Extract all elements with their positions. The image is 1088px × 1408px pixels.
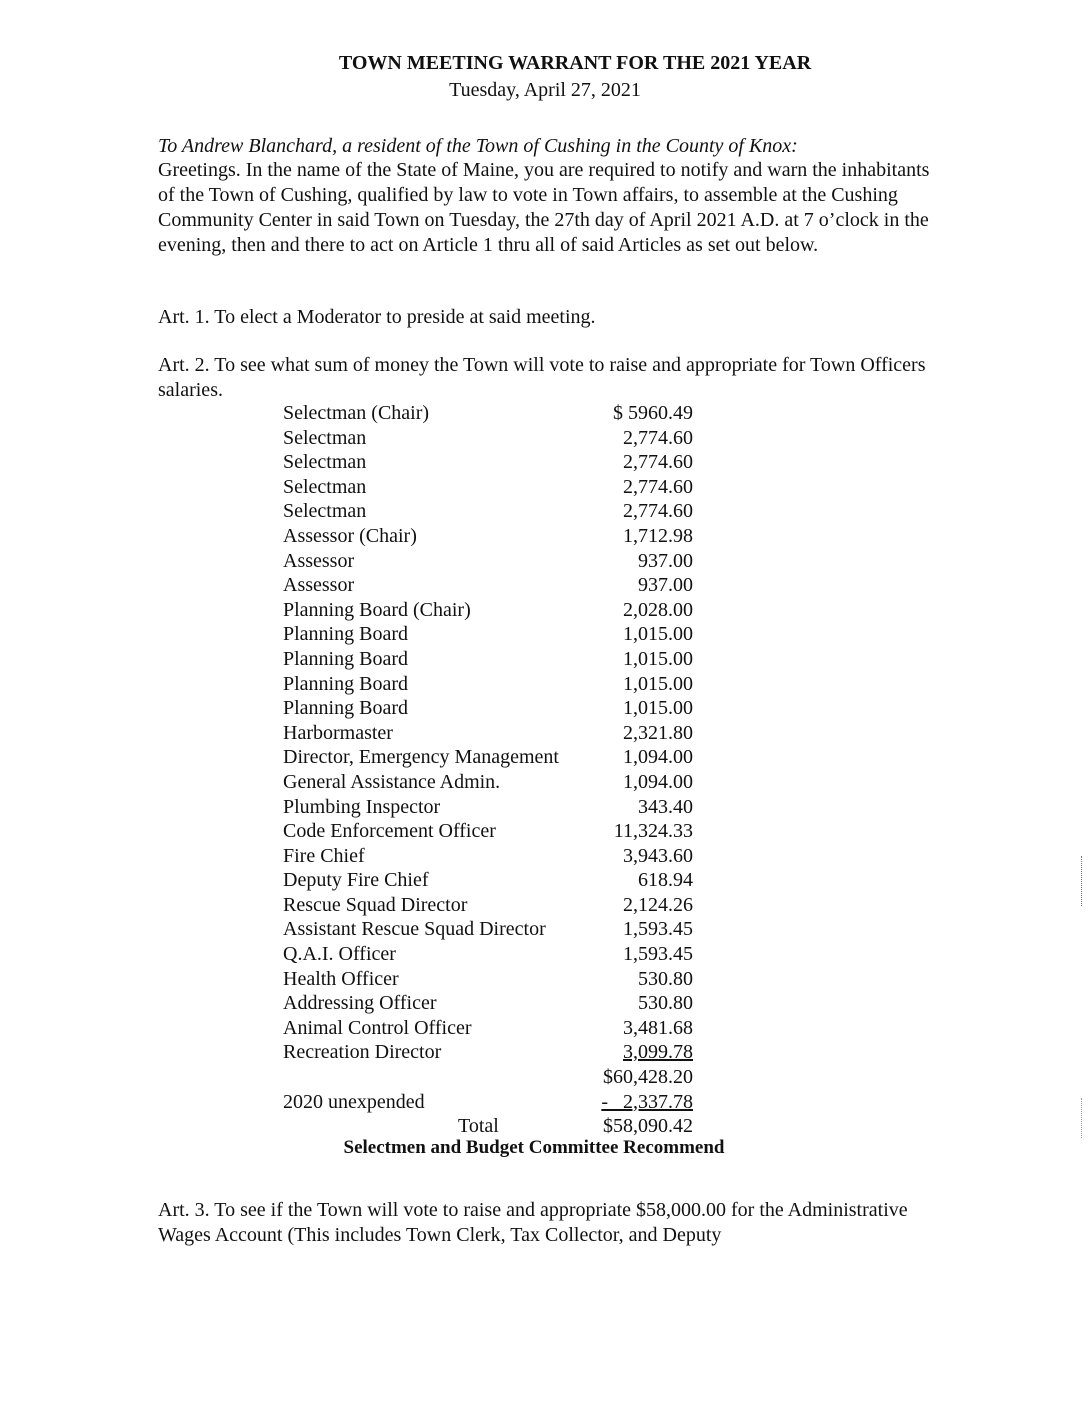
article-3: Art. 3. To see if the Town will vote to raise and appropriate $58,000.00 for the Administrative Wages Account (This includes Town Clerk, Tax Collector, and Deputy [158, 1199, 908, 1246]
meeting-date: Tuesday, April 27, 2021 [449, 79, 641, 101]
total-label: Total [458, 1115, 499, 1138]
document-title: TOWN MEETING WARRANT FOR THE 2021 YEAR [338, 52, 812, 74]
salary-row [283, 721, 703, 746]
salary-table [283, 401, 703, 1139]
salary-row [283, 795, 703, 820]
salary-row [283, 991, 703, 1016]
position-label: Q.A.I. Officer [283, 943, 396, 966]
salary-row [283, 844, 703, 869]
salary-row [283, 672, 703, 697]
salary-amount: 1,094.00 [623, 770, 693, 793]
salary-amount: 2,774.60 [623, 500, 693, 523]
position-label: Selectman [283, 475, 367, 498]
salary-amount: 11,324.33 [613, 820, 693, 843]
salary-row [283, 917, 703, 942]
salary-amount: 2,028.00 [623, 598, 693, 621]
position-label: Recreation Director [283, 1041, 442, 1064]
salary-row [283, 967, 703, 992]
salary-row [283, 450, 703, 475]
recommendation-heading: Selectmen and Budget Committee Recommend [343, 1137, 725, 1158]
position-label: Assistant Rescue Squad Director [283, 918, 546, 941]
salary-amount: 1,593.45 [623, 918, 693, 941]
salary-row [283, 745, 703, 770]
scan-artifact [1081, 1098, 1084, 1138]
position-label: Assessor (Chair) [283, 524, 417, 547]
salary-amount: 343.40 [638, 795, 693, 818]
salary-amount: 530.80 [638, 967, 693, 990]
salary-row [283, 942, 703, 967]
salary-amount: 3,943.60 [623, 844, 693, 867]
salary-amount: 3,099.78 [623, 1041, 693, 1064]
salary-amount: 937.00 [638, 574, 693, 597]
salary-row [283, 524, 703, 549]
salary-row [283, 622, 703, 647]
subtotal-row [283, 1065, 703, 1090]
salary-row [283, 1016, 703, 1041]
salary-row [283, 598, 703, 623]
greeting-paragraph: Greetings. In the name of the State of Maine, you are required to notify and warn the inhabitants of the Town of Cushing, qualified by law to vote in Town affairs, to assemble at the Cushing Community Center in said Town on Tuesday, the 27th day of April 2021 A.D. at 7 o’clock in the evening, then and there to act on Article 1 thru all of said Articles as set out below. [158, 159, 930, 256]
position-label: Animal Control Officer [283, 1016, 472, 1039]
scan-artifact [1081, 856, 1084, 906]
position-label: Selectman [283, 451, 367, 474]
salary-row [283, 770, 703, 795]
position-label: General Assistance Admin. [283, 770, 501, 793]
total-amount: $58,090.42 [603, 1115, 693, 1138]
salary-row [283, 893, 703, 918]
salary-row [283, 499, 703, 524]
salary-amount: 2,774.60 [623, 475, 693, 498]
position-label: Addressing Officer [283, 992, 437, 1015]
position-label: Fire Chief [283, 844, 365, 867]
salary-row [283, 1040, 703, 1065]
salary-row [283, 475, 703, 500]
subtotal-amount: $60,428.20 [603, 1066, 693, 1089]
position-label: Assessor [283, 549, 355, 572]
salary-amount: 2,321.80 [623, 721, 693, 744]
salary-amount: 2,124.26 [623, 893, 693, 916]
salary-amount: 1,015.00 [623, 647, 693, 670]
salary-row [283, 819, 703, 844]
salary-amount: 1,015.00 [623, 697, 693, 720]
unexpended-amount: - 2,337.78 [601, 1090, 693, 1113]
position-label: Selectman [283, 426, 367, 449]
position-label: Planning Board [283, 623, 408, 646]
salary-amount: 1,712.98 [623, 524, 693, 547]
position-label: Director, Emergency Management [283, 746, 559, 769]
position-label: Planning Board [283, 697, 408, 720]
position-label: Planning Board [283, 672, 408, 695]
salary-amount: 1,593.45 [623, 943, 693, 966]
position-label: Assessor [283, 574, 355, 597]
salary-amount: 530.80 [638, 992, 693, 1015]
position-label: Selectman (Chair) [283, 402, 430, 424]
salary-row [283, 401, 703, 426]
position-label: Deputy Fire Chief [283, 869, 429, 892]
salary-amount: 1,015.00 [623, 672, 693, 695]
position-label: Health Officer [283, 967, 399, 990]
salary-row [283, 868, 703, 893]
salary-amount: 937.00 [638, 549, 693, 572]
salary-amount: 1,094.00 [623, 746, 693, 769]
position-label: Planning Board [283, 647, 408, 670]
salary-amount: 618.94 [638, 869, 693, 892]
salary-row [283, 549, 703, 574]
position-label: Harbormaster [283, 721, 393, 744]
unexpended-label: 2020 unexpended [283, 1090, 425, 1113]
position-label: Code Enforcement Officer [283, 820, 496, 843]
position-label: Planning Board (Chair) [283, 598, 471, 621]
salary-amount: $ 5960.49 [613, 402, 693, 424]
position-label: Plumbing Inspector [283, 795, 441, 818]
salary-row [283, 573, 703, 598]
salary-amount: 2,774.60 [623, 451, 693, 474]
unexpended-row [283, 1090, 703, 1115]
position-label: Rescue Squad Director [283, 893, 468, 916]
salary-amount: 3,481.68 [623, 1016, 693, 1039]
salary-row [283, 696, 703, 721]
article-2: Art. 2. To see what sum of money the Town will vote to raise and appropriate for Town Officers salaries. [158, 354, 926, 401]
salary-row [283, 426, 703, 451]
position-label: Selectman [283, 500, 367, 523]
article-1: Art. 1. To elect a Moderator to preside at said meeting. [158, 306, 596, 328]
salary-amount: 2,774.60 [623, 426, 693, 449]
addressee-line: To Andrew Blanchard, a resident of the Town of Cushing in the County of Knox: [158, 135, 798, 157]
salary-amount: 1,015.00 [623, 623, 693, 646]
salary-row [283, 647, 703, 672]
